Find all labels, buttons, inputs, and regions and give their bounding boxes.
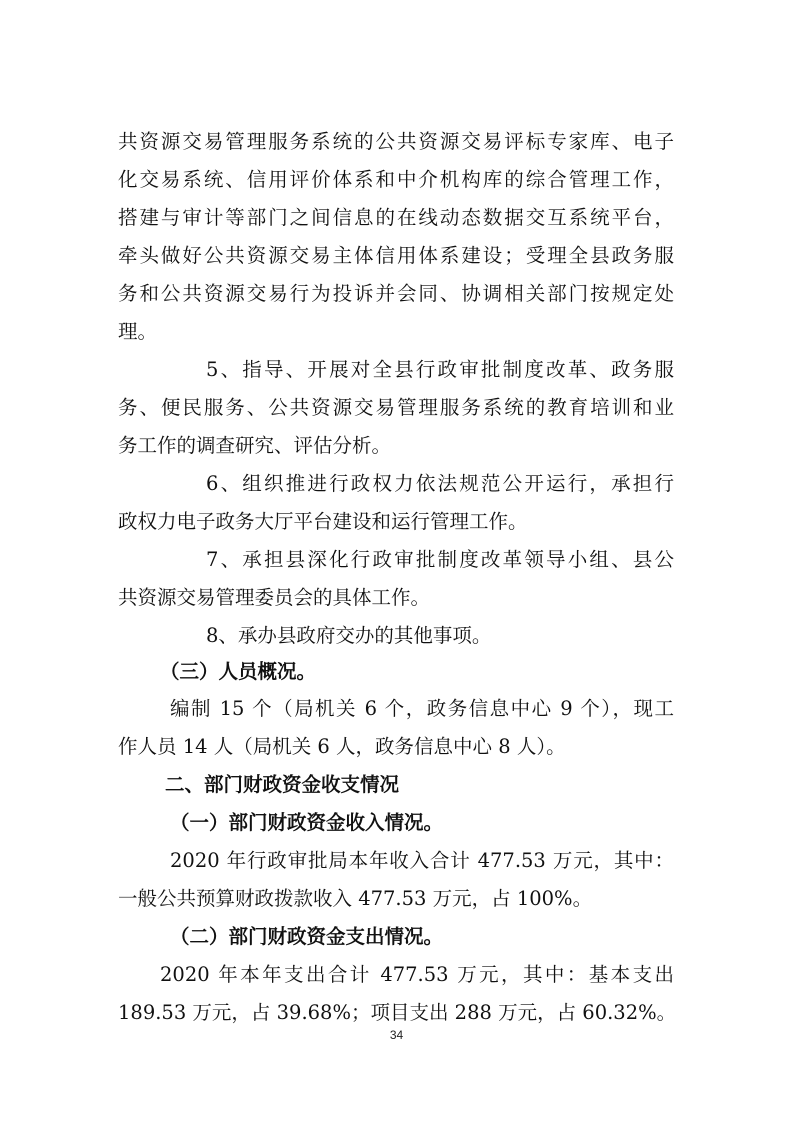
body-line: 189.53 万元，占 39.68%；项目支出 288 万元，占 60.32%。 <box>118 1001 677 1024</box>
section-heading-personnel: （三）人员概况。 <box>160 660 317 683</box>
body-line: 务工作的调查研究、评估分析。 <box>118 434 392 457</box>
item-7-line: 7、承担县深化行政审批制度改革领导小组、县公 <box>206 548 674 571</box>
body-line: 编制 15 个（局机关 6 个，政务信息中心 9 个），现工 <box>170 697 674 720</box>
body-line: 共资源交易管理服务系统的公共资源交易评标专家库、电子 <box>118 130 674 153</box>
body-line: 政权力电子政务大厅平台建设和运行管理工作。 <box>118 510 528 533</box>
body-line: 务、便民服务、公共资源交易管理服务系统的教育培训和业 <box>118 396 674 419</box>
body-line: 作人员 14 人（局机关 6 人，政务信息中心 8 人）。 <box>118 735 566 758</box>
body-line: 化交易系统、信用评价体系和中介机构库的综合管理工作， <box>118 168 674 191</box>
subsection-heading-income: （一）部门财政资金收入情况。 <box>170 811 444 834</box>
item-5-line: 5、指导、开展对全县行政审批制度改革、政务服 <box>206 358 674 381</box>
item-6-line: 6、组织推进行政权力依法规范公开运行，承担行 <box>206 472 674 495</box>
body-line: 一般公共预算财政拨款收入 477.53 万元，占 100%。 <box>118 887 593 910</box>
subsection-heading-expenditure: （二）部门财政资金支出情况。 <box>170 925 444 948</box>
body-line: 搭建与审计等部门之间信息的在线动态数据交互系统平台， <box>118 206 674 229</box>
body-line: 2020 年行政审批局本年收入合计 477.53 万元，其中： <box>170 849 674 872</box>
body-line: 2020 年本年支出合计 477.53 万元，其中：基本支出 <box>160 963 674 986</box>
body-line: 共资源交易管理委员会的具体工作。 <box>118 586 431 609</box>
body-line: 务和公共资源交易行为投诉并会同、协调相关部门按规定处 <box>118 282 674 305</box>
body-line: 牵头做好公共资源交易主体信用体系建设；受理全县政务服 <box>118 244 674 267</box>
body-line: 理。 <box>118 320 158 343</box>
item-8-line: 8、承办县政府交办的其他事项。 <box>206 624 492 647</box>
page-number: 34 <box>389 1028 404 1042</box>
section-heading-finance: 二、部门财政资金收支情况 <box>165 773 400 796</box>
